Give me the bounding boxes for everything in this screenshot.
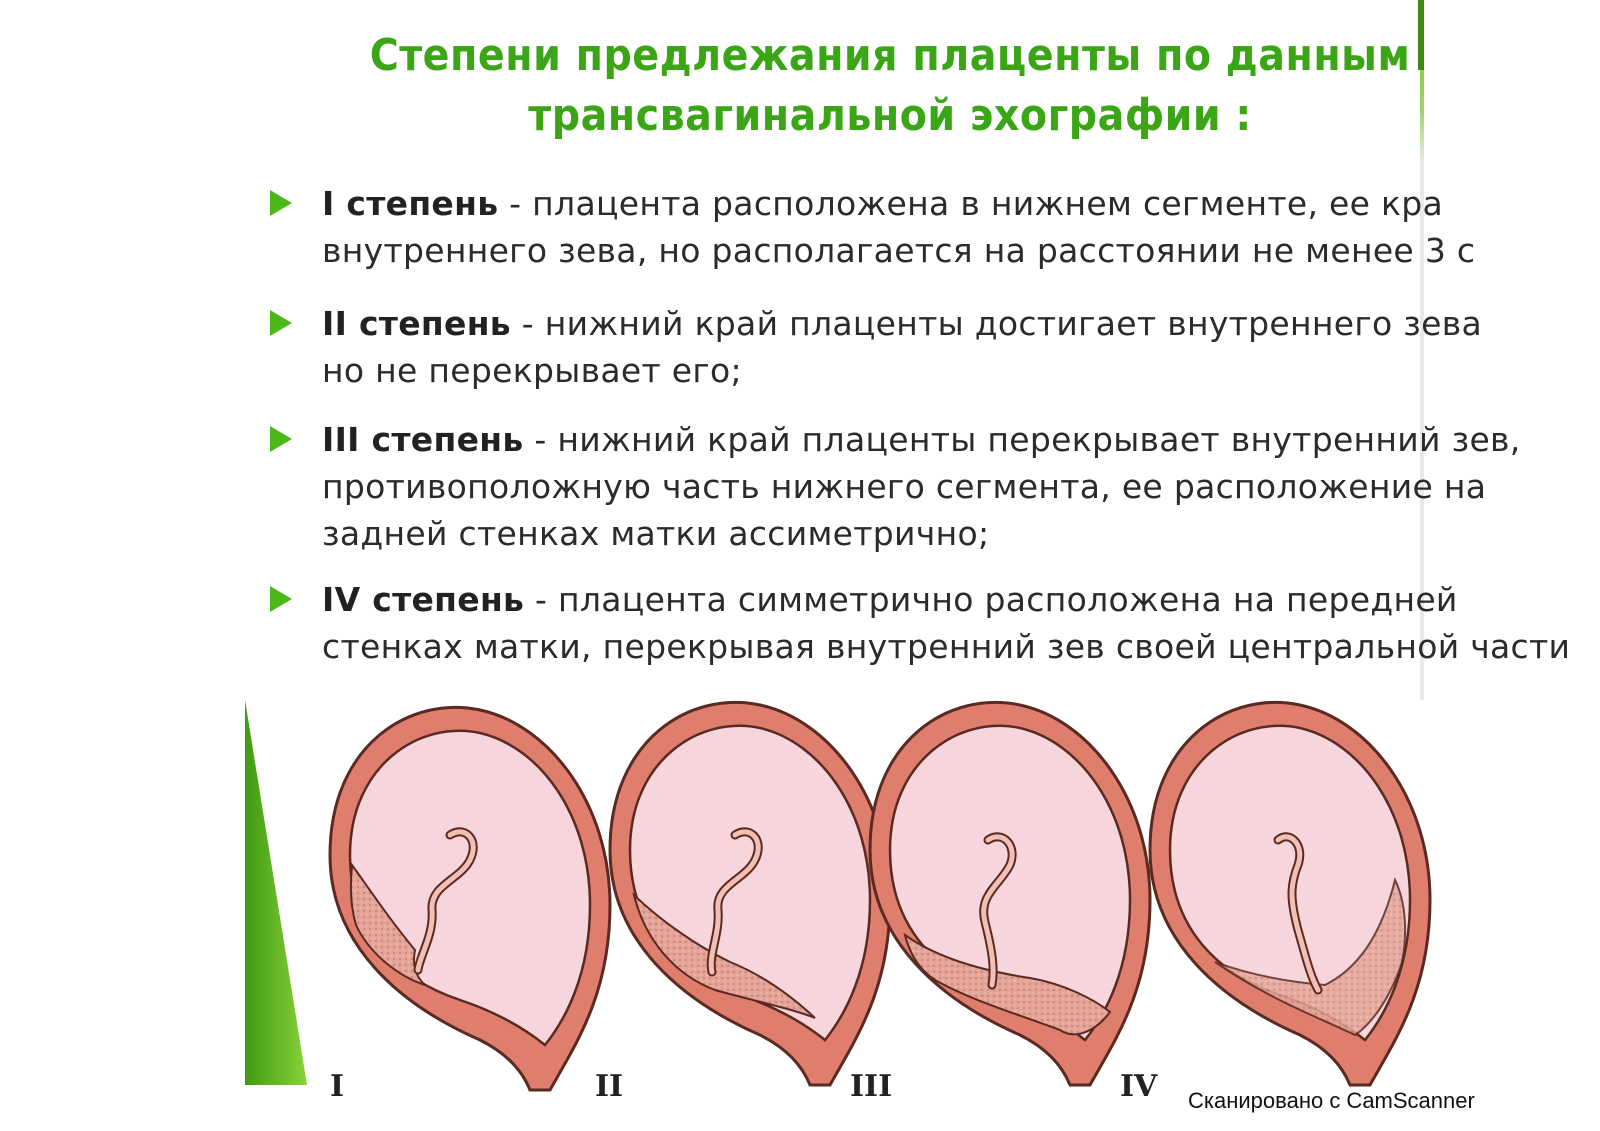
uterus-figure-3 [870, 702, 1150, 1085]
degree-label: IV степень [322, 580, 525, 619]
item-line-1: - нижний край плаценты перекрывает внутренний зев, [523, 420, 1521, 459]
item-line-2: стенках матки, перекрывая внутренний зев своей центральной части [322, 627, 1571, 666]
title-line-1: Степени предлежания плаценты по данным [369, 30, 1411, 81]
item-line-2: но не перекрывает его; [322, 351, 742, 390]
item-text [322, 416, 1562, 557]
triangle-bullet-icon [270, 310, 292, 336]
figure-label-3: III [850, 1069, 893, 1104]
item-line-2: противоположную часть нижнего сегмента, ее расположение на [322, 467, 1487, 506]
figure-label-1: I [330, 1069, 345, 1104]
figure-label-4: IV [1120, 1069, 1158, 1104]
item-line-1: - нижний край плаценты достигает внутреннего зева [510, 304, 1483, 343]
item-text [322, 180, 1562, 274]
slide-title [300, 26, 1480, 146]
uterus-figure-4 [1150, 702, 1430, 1085]
triangle-bullet-icon [270, 190, 292, 216]
degree-list [262, 180, 1571, 680]
item-text [322, 576, 1571, 670]
degree-label: I степень [322, 184, 499, 223]
degree-label: II степень [322, 304, 511, 343]
item-line-3: задней стенках матки ассиметрично; [322, 514, 990, 553]
triangle-bullet-icon [270, 586, 292, 612]
uterus-figure-2 [610, 702, 890, 1085]
green-wedge-shape [245, 700, 307, 1085]
degree-label: III степень [322, 420, 524, 459]
uterus-figure-1 [330, 707, 610, 1090]
item-line-1: - плацента симметрично расположена на передней [524, 580, 1458, 619]
triangle-bullet-icon [270, 426, 292, 452]
item-line-2: внутреннего зева, но располагается на расстоянии не менее 3 с [322, 231, 1476, 270]
figure-label-2: II [595, 1069, 624, 1104]
item-line-1: - плацента расположена в нижнем сегменте, ее кра [498, 184, 1444, 223]
scanner-watermark-caption: Сканировано с CamScanner [1188, 1088, 1475, 1113]
item-text [322, 300, 1562, 394]
title-line-2: трансвагинальной эхографии : [528, 90, 1252, 141]
